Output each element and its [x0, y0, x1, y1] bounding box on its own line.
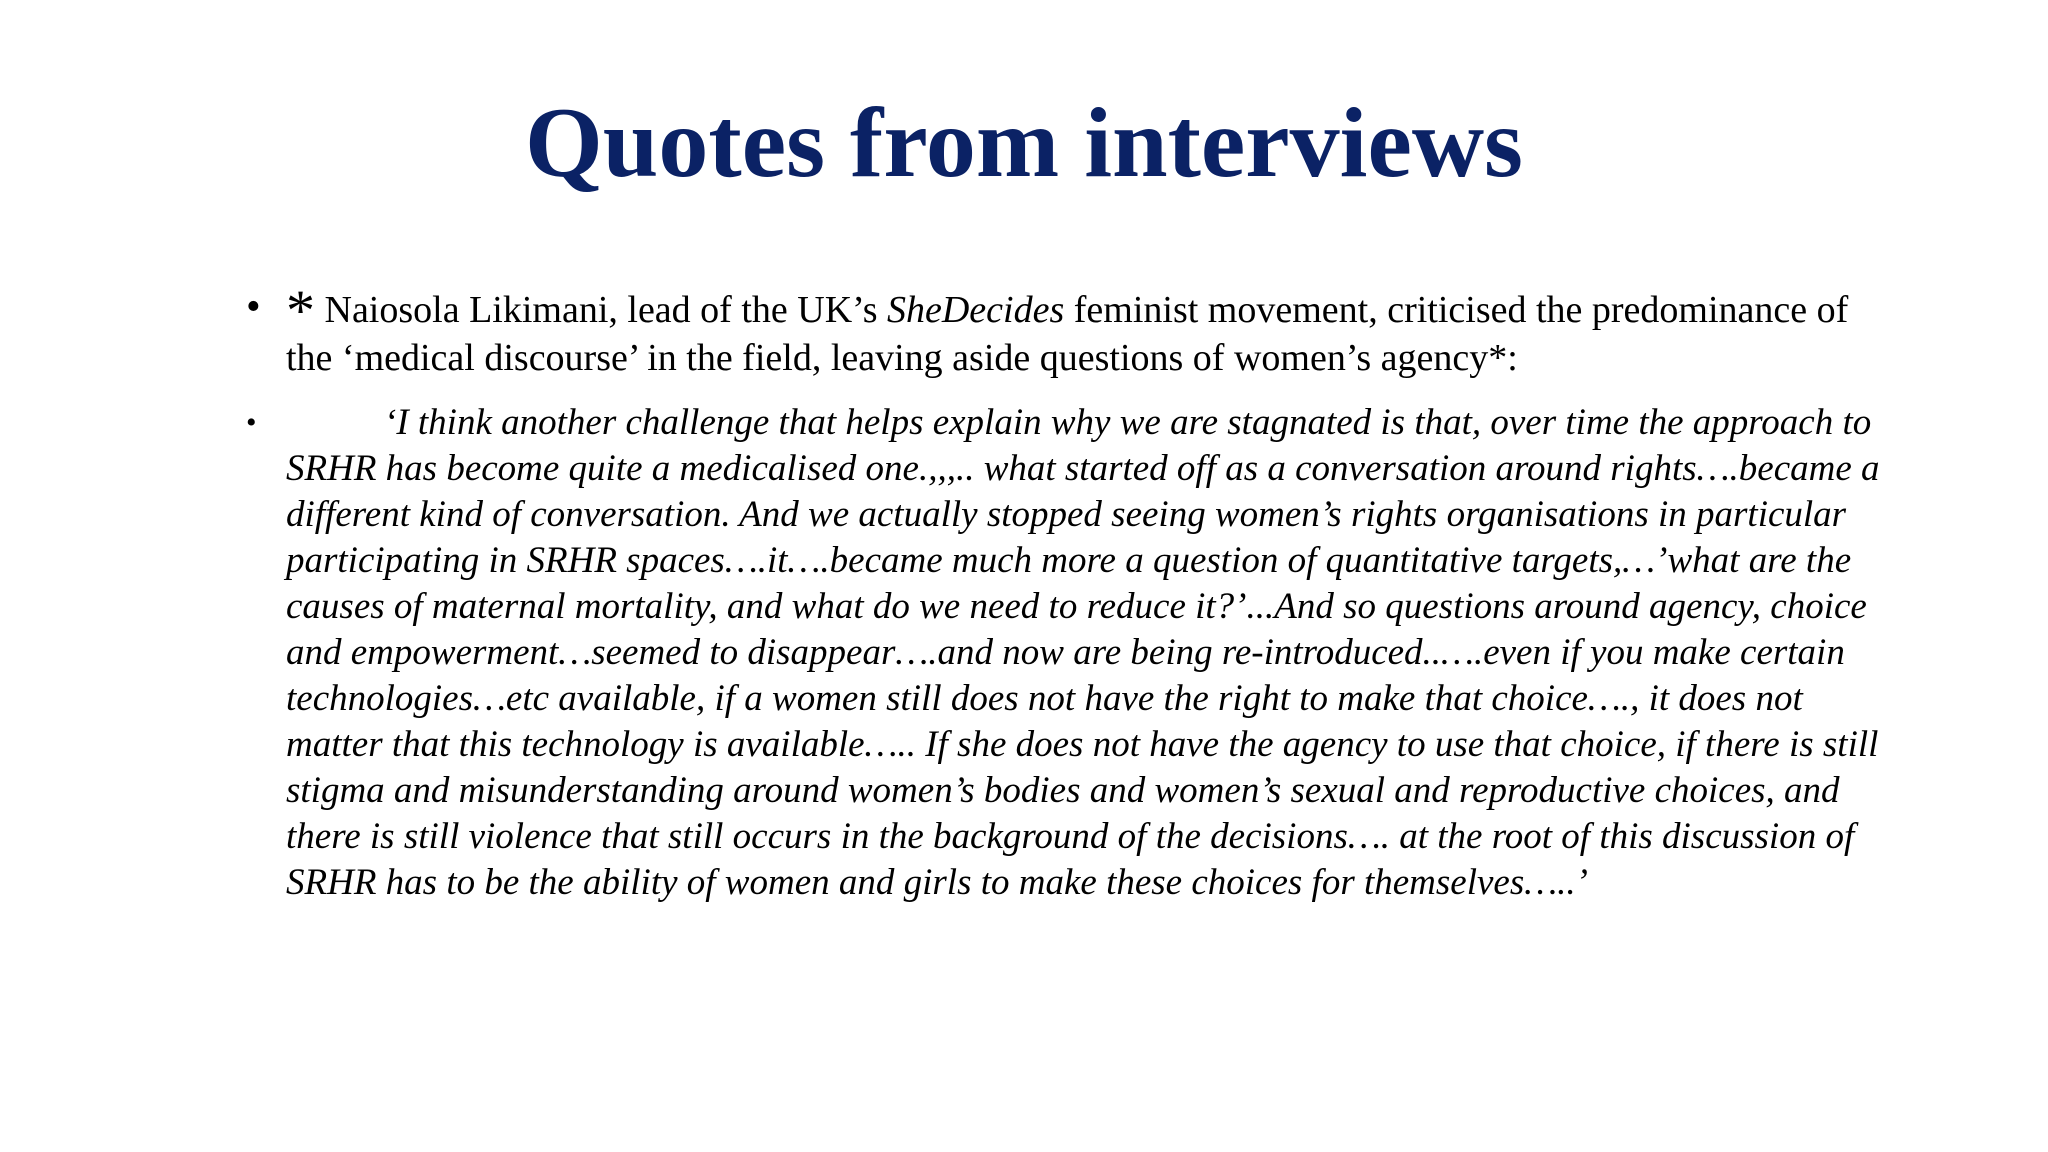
asterisk-mark: *	[286, 278, 315, 343]
bullet-dot-icon: •	[246, 406, 257, 439]
intro-text-before: Naiosola Likimani, lead of the UK’s	[315, 289, 887, 331]
bullet-intro	[240, 278, 1900, 382]
bullet-dot-icon: •	[246, 284, 261, 330]
slide-title: Quotes from interviews	[525, 87, 1523, 198]
bullet-quote	[240, 400, 1900, 906]
intro-text-after: feminist movement, criticised the predominance of the ‘medical discourse’ in the field, leaving aside questions of women’s agency*:	[286, 289, 1849, 379]
slide-body	[240, 278, 1900, 906]
quote-text: ‘I think another challenge that helps explain why we are stagnated is that, over time the approach to SRHR has become quite a medicalised one.,,,.. what started off as a conversation around rights….became a different kind of conversation. And we actually stopped seeing women’s rights organisations in particular participating in SRHR spaces….it….became much more a question of quantitative targets,…’what are the causes of maternal mortality, and what do we need to reduce it?’...And so questions around agency, choice and empowerment…seemed to disappear….and now are being re-introduced..….even if you make certain technologies…etc available, if a women still does not have the right to make that choice…., it does not matter that this technology is available….. If she does not have the agency to use that choice, if there is still stigma and misunderstanding around women’s bodies and women’s sexual and reproductive choices, and there is still violence that still occurs in the background of the decisions…. at the root of this discussion of SRHR has to be the ability of women and girls to make these choices for themselves…..’	[286, 402, 1880, 903]
intro-italic-name: SheDecides	[887, 289, 1065, 331]
